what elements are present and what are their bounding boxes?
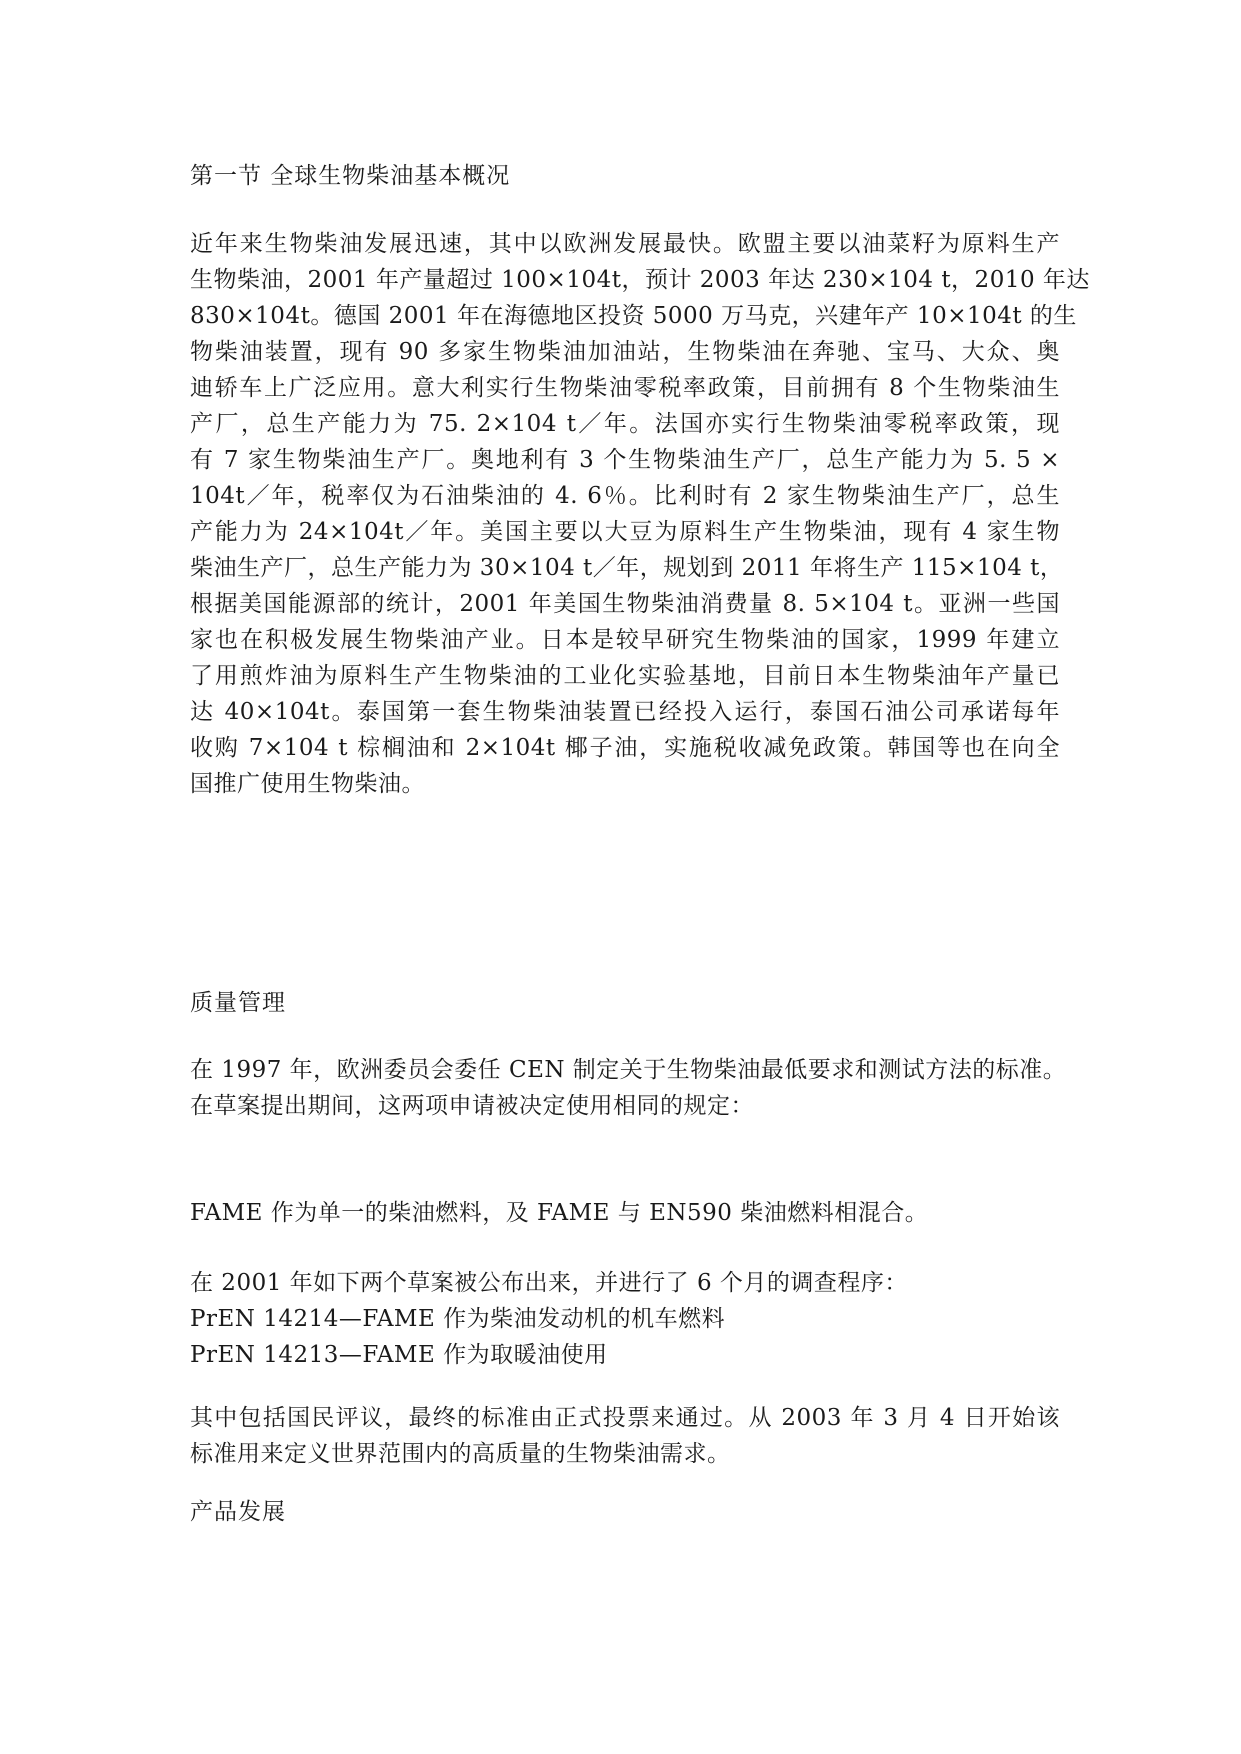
quality-paragraph-4 (190, 1400, 1060, 1472)
paragraph-line: 标准用来定义世界范围内的高质量的生物柴油需求。 (190, 1441, 731, 1467)
paragraph-line: 收购 7×104 t 棕榈油和 2×104t 椰子油，实施税收减免政策。韩国等也在向全 (190, 735, 1060, 761)
paragraph-line: 迪轿车上广泛应用。意大利实行生物柴油零税率政策，目前拥有 8 个生物柴油生 (190, 375, 1060, 401)
section-heading-global-overview: 第一节 全球生物柴油基本概况 (190, 163, 511, 189)
paragraph-line: 在 1997 年，欧洲委员会委任 CEN 制定关于生物柴油最低要求和测试方法的标准。 (190, 1057, 1067, 1083)
overview-paragraph (190, 226, 1090, 802)
section-heading-product-development: 产品发展 (190, 1499, 286, 1525)
section-heading-quality-management: 质量管理 (190, 990, 286, 1016)
paragraph-line: 柴油生产厂，总生产能力为 30×104 t／年，规划到 2011 年将生产 115×104 t， (190, 555, 1064, 581)
quality-paragraph-1 (190, 1052, 1067, 1124)
paragraph-line: 了用煎炸油为原料生产生物柴油的工业化实验基地，目前日本生物柴油年产量已 (190, 663, 1060, 689)
paragraph-line: 国推广使用生物柴油。 (190, 771, 425, 797)
quality-paragraph-2 (190, 1195, 1060, 1231)
paragraph-line: 在 2001 年如下两个草案被公布出来，并进行了 6 个月的调查程序： (190, 1270, 908, 1296)
paragraph-line: FAME 作为单一的柴油燃料，及 FAME 与 EN590 柴油燃料相混合。 (190, 1200, 929, 1226)
paragraph-line: 其中包括国民评议，最终的标准由正式投票来通过。从 2003 年 3 月 4 日开始该 (190, 1405, 1060, 1431)
paragraph-line: 根据美国能源部的统计，2001 年美国生物柴油消费量 8. 5×104 t。亚洲一些国 (190, 591, 1060, 617)
paragraph-line: 产能力为 24×104t／年。美国主要以大豆为原料生产生物柴油，现有 4 家生物 (190, 519, 1060, 545)
paragraph-line: 在草案提出期间，这两项申请被决定使用相同的规定： (190, 1093, 754, 1119)
paragraph-line: 物柴油装置，现有 90 多家生物柴油加油站，生物柴油在奔驰、宝马、大众、奥 (190, 339, 1060, 365)
standard-item-prEN-14213: PrEN 14213—FAME 作为取暖油使用 (190, 1342, 608, 1368)
paragraph-line: 家也在积极发展生物柴油产业。日本是较早研究生物柴油的国家，1999 年建立 (190, 627, 1060, 653)
quality-paragraph-3 (190, 1265, 1060, 1373)
paragraph-line: 830×104t。德国 2001 年在海德地区投资 5000 万马克，兴建年产 10×104t 的生 (190, 303, 1077, 329)
paragraph-line: 近年来生物柴油发展迅速，其中以欧洲发展最快。欧盟主要以油菜籽为原料生产 (190, 231, 1060, 257)
paragraph-line: 达 40×104t。泰国第一套生物柴油装置已经投入运行，泰国石油公司承诺每年 (190, 699, 1060, 725)
paragraph-line: 有 7 家生物柴油生产厂。奥地利有 3 个生物柴油生产厂，总生产能力为 5. 5 × (190, 447, 1060, 473)
paragraph-line: 104t／年，税率仅为石油柴油的 4. 6％。比利时有 2 家生物柴油生产厂，总生 (190, 483, 1060, 509)
paragraph-line: 生物柴油，2001 年产量超过 100×104t，预计 2003 年达 230×104 t，2010 年达 (190, 267, 1090, 293)
standard-item-prEN-14214: PrEN 14214—FAME 作为柴油发动机的机车燃料 (190, 1306, 726, 1332)
paragraph-line: 产厂，总生产能力为 75. 2×104 t／年。法国亦实行生物柴油零税率政策，现 (190, 411, 1060, 437)
